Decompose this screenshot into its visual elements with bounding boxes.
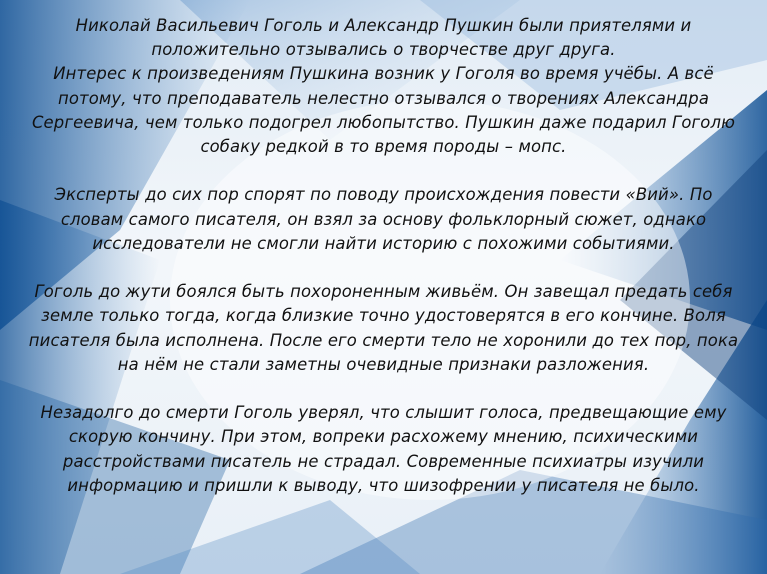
text-line: исследователи не смогли найти историю с похожими событиями. [92,233,675,253]
text-line: скорую кончину. При этом, вопреки расхожему мнению, психическими [68,427,699,447]
text-line: Сергеевича, чем только подогрел любопытство. Пушкин даже подарил Гоголю [31,112,736,132]
text-line: собаку редкой в то время породы – мопс. [200,137,567,157]
paragraph-pushkin-friendship [10,14,757,159]
text-line: потому, что преподаватель нелестно отзывался о творениях Александра [57,88,710,108]
text-line: Незадолго до смерти Гоголь уверял, что слышит голоса, предвещающие ему [40,403,727,423]
text-line: на нём не стали заметны очевидные признаки разложения. [117,354,650,374]
text-line: Николай Васильевич Гоголь и Александр Пушкин были приятелями и [75,16,692,35]
text-line: Гоголь до жути боялся быть похороненным живьём. Он завещал предать себя [34,282,733,302]
text-line: Эксперты до сих пор спорят по поводу происхождения повести «Вий». По [54,185,713,205]
text-line: Интерес к произведениям Пушкина возник у Гоголя во время учёбы. А всё [53,64,714,84]
text-line: земле только тогда, когда близкие точно удостоверятся в его кончине. Воля [41,306,726,326]
text-line: расстройствами писатель не страдал. Современные психиатры изучили [62,451,705,471]
text-line: словам самого писателя, он взял за основу фольклорный сюжет, однако [60,209,707,229]
text-line: писателя была исполнена. После его смерти тело не хоронили до тех пор, пока [28,330,739,350]
paragraph-viy [10,183,757,256]
text-line: положительно отзывались о творчестве друг друга. [151,40,616,60]
text-block [10,14,757,498]
paragraph-burial-fear [10,280,757,377]
text-line: информацию и пришли к выводу, что шизофрении у писателя не было. [67,475,700,495]
paragraph-voices [10,401,757,498]
